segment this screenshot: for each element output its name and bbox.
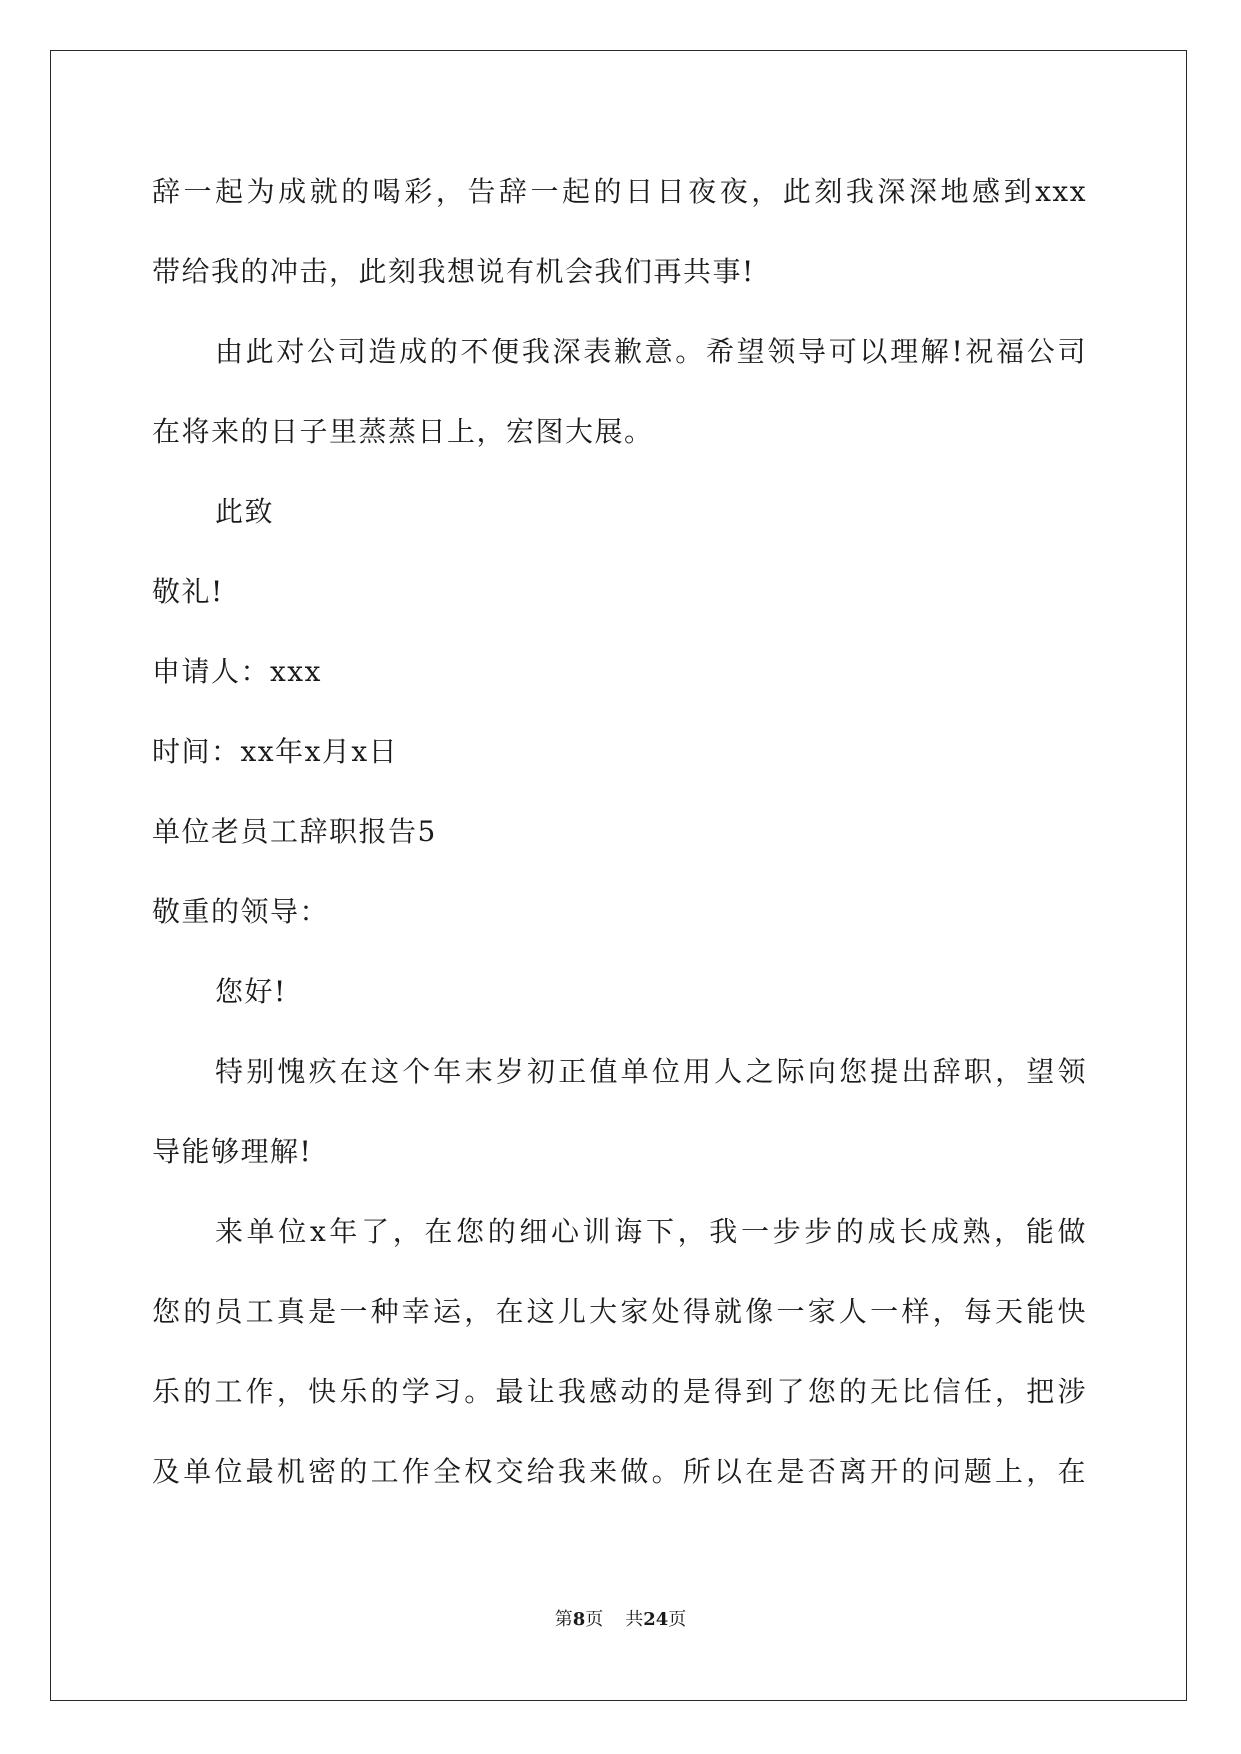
closing-regards: 敬礼!	[152, 575, 224, 608]
paragraph-line: 及单位最机密的工作全权交给我来做。所以在是否离开的问题上，在	[152, 1455, 1087, 1488]
paragraph-line: 导能够理解!	[152, 1135, 313, 1168]
applicant-line: 申请人：xxx	[152, 655, 322, 688]
page-number: 8	[572, 1609, 586, 1630]
paragraph-line: 来单位x年了，在您的细心训诲下，我一步步的成长成熟，能做	[215, 1215, 1087, 1248]
total-pages: 24	[643, 1609, 669, 1630]
greeting: 您好!	[215, 975, 287, 1008]
paragraph-line: 特别愧疚在这个年末岁初正值单位用人之际向您提出辞职，望领	[215, 1055, 1087, 1088]
total-prefix: 共	[625, 1609, 644, 1630]
paragraph-line: 带给我的冲击，此刻我想说有机会我们再共事!	[152, 255, 755, 288]
paragraph-line: 辞一起为成就的喝彩，告辞一起的日日夜夜，此刻我深深地感到xxx	[152, 175, 1087, 208]
page-prefix: 第	[554, 1609, 573, 1630]
closing-salutation: 此致	[215, 495, 275, 528]
paragraph-line: 乐的工作，快乐的学习。最让我感动的是得到了您的无比信任，把涉	[152, 1375, 1087, 1408]
date-line: 时间：xx年x月x日	[152, 735, 399, 768]
paragraph-line: 您的员工真是一种幸运，在这儿大家处得就像一家人一样，每天能快	[152, 1295, 1087, 1328]
section-title: 单位老员工辞职报告5	[152, 815, 437, 848]
total-suffix: 页	[668, 1609, 687, 1630]
paragraph-line: 由此对公司造成的不便我深表歉意。希望领导可以理解!祝福公司	[215, 335, 1087, 368]
greeting-addressee: 敬重的领导：	[152, 895, 330, 928]
page-footer	[0, 1608, 1241, 1632]
paragraph-line: 在将来的日子里蒸蒸日上，宏图大展。	[152, 415, 654, 448]
page-suffix: 页	[585, 1609, 604, 1630]
